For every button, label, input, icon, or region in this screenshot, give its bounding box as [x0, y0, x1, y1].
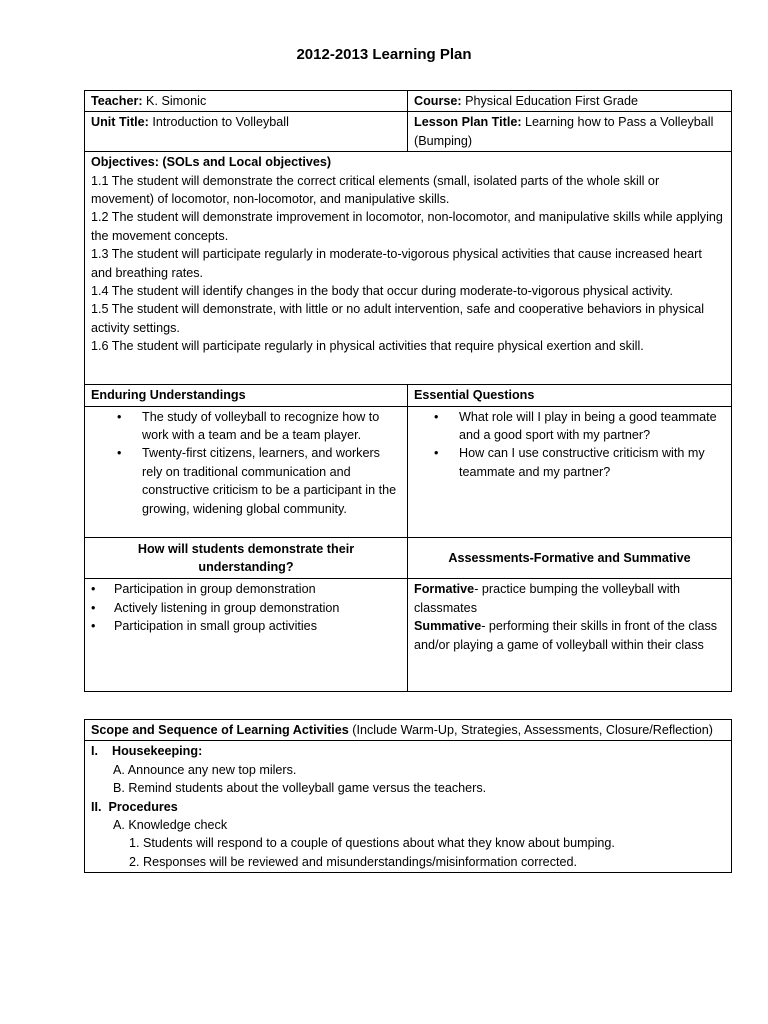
- document-title: 2012-2013 Learning Plan: [296, 46, 472, 63]
- essential-item: • What role will I play in being a good teammate and a good sport with my partner?: [414, 408, 725, 445]
- demo-assess-content-row: [85, 579, 732, 692]
- objectives-row: [85, 152, 732, 385]
- objective-item: 1.4 The student will identify changes in the body that occur during moderate-to-vigorous physical activity.: [91, 284, 673, 299]
- essential-cell: [408, 406, 732, 537]
- assessments-cell: [408, 579, 732, 692]
- objective-item: 1.5 The student will demonstrate, with little or no adult intervention, safe and cooperative behaviors in physical activity settings.: [91, 302, 705, 335]
- essential-heading: Essential Questions: [408, 385, 732, 406]
- section-procedures: II. Procedures: [91, 799, 178, 814]
- unit-cell: [85, 112, 408, 152]
- unit-title-label: Unit Title:: [91, 115, 149, 130]
- procedure-subitem: 2. Responses will be reviewed and misunderstandings/misinformation corrected.: [129, 854, 577, 869]
- scope-sequence-table: [84, 719, 732, 873]
- assessments-heading: Assessments-Formative and Summative: [408, 537, 732, 579]
- objective-item: 1.3 The student will participate regularly in moderate-to-vigorous physical activities that cause increased heart and breathing rates.: [91, 247, 702, 280]
- objectives-cell: [85, 152, 732, 385]
- course-label: Course:: [414, 94, 462, 108]
- unit-lesson-row: [85, 112, 732, 152]
- enduring-item: • Twenty-first citizens, learners, and workers rely on traditional communication and constructive criticism to be a participant in the growing, widening global community.: [91, 444, 401, 518]
- summative-label: Summative: [414, 619, 482, 634]
- eu-eq-content-row: [85, 406, 732, 537]
- lesson-title-label: Lesson Plan Title:: [414, 115, 522, 130]
- course-cell: [408, 91, 732, 112]
- demonstrate-item: • Actively listening in group demonstration: [91, 599, 401, 617]
- scope-content-row: [85, 741, 732, 873]
- formative-label: Formative: [414, 582, 475, 597]
- teacher-course-row: [85, 91, 732, 112]
- scope-header-row: [85, 720, 732, 741]
- summative-text: - performing their skills in front of the class and/or playing a game of volleyball within their class: [414, 619, 718, 652]
- unit-title-value: Introduction to Volleyball: [148, 115, 289, 130]
- demo-assess-header-row: [85, 537, 732, 579]
- objective-item: 1.2 The student will demonstrate improvement in locomotor, non-locomotor, and manipulative skills while applying the movement concepts.: [91, 210, 723, 243]
- scope-content-cell: [85, 741, 732, 873]
- scope-heading-cell: [85, 720, 732, 741]
- eu-eq-header-row: [85, 385, 732, 406]
- objective-item: 1.1 The student will demonstrate the correct critical elements (small, isolated parts of the whole skill or movement) of locomotor, non-locomotor, and manipulative skills.: [91, 173, 660, 207]
- enduring-item: • The study of volleyball to recognize how to work with a team and be a team player.: [91, 408, 401, 445]
- procedure-item: A. Knowledge check: [113, 818, 228, 833]
- demonstrate-cell: [85, 579, 408, 692]
- lesson-title-value: Learning how to Pass a Volleyball (Bumping): [414, 115, 714, 148]
- teacher-label: Teacher:: [91, 94, 143, 108]
- teacher-cell: [85, 91, 408, 112]
- objectives-heading: Objectives: (SOLs and Local objectives): [91, 155, 332, 170]
- housekeeping-item: A. Announce any new top milers.: [113, 762, 297, 777]
- procedure-subitem: 1. Students will respond to a couple of questions about what they know about bumping.: [129, 836, 615, 851]
- learning-plan-table: [84, 90, 732, 692]
- scope-heading-note: (Include Warm-Up, Strategies, Assessments, Closure/Reflection): [348, 723, 713, 737]
- lesson-cell: [408, 112, 732, 152]
- summative-line: [414, 617, 725, 654]
- enduring-heading: Enduring Understandings: [85, 385, 408, 406]
- housekeeping-item: B. Remind students about the volleyball game versus the teachers.: [113, 781, 487, 796]
- formative-text: - practice bumping the volleyball with classmates: [414, 582, 681, 615]
- demonstrate-item: • Participation in small group activities: [91, 617, 401, 635]
- enduring-list: [91, 408, 401, 518]
- course-value: Physical Education First Grade: [461, 94, 638, 108]
- formative-line: [414, 580, 725, 617]
- demonstrate-item: • Participation in group demonstration: [91, 580, 401, 598]
- enduring-cell: [85, 406, 408, 537]
- objective-item: 1.6 The student will participate regularly in physical activities that require physical exertion and skill.: [91, 339, 644, 354]
- essential-item: • How can I use constructive criticism with my teammate and my partner?: [414, 444, 725, 481]
- section-housekeeping: I. Housekeeping:: [91, 744, 203, 759]
- scope-heading: Scope and Sequence of Learning Activities: [91, 723, 349, 737]
- teacher-value: K. Simonic: [142, 94, 207, 108]
- essential-list: [414, 408, 725, 482]
- demonstrate-heading: How will students demonstrate their understanding?: [85, 537, 408, 579]
- demonstrate-list: [91, 580, 401, 635]
